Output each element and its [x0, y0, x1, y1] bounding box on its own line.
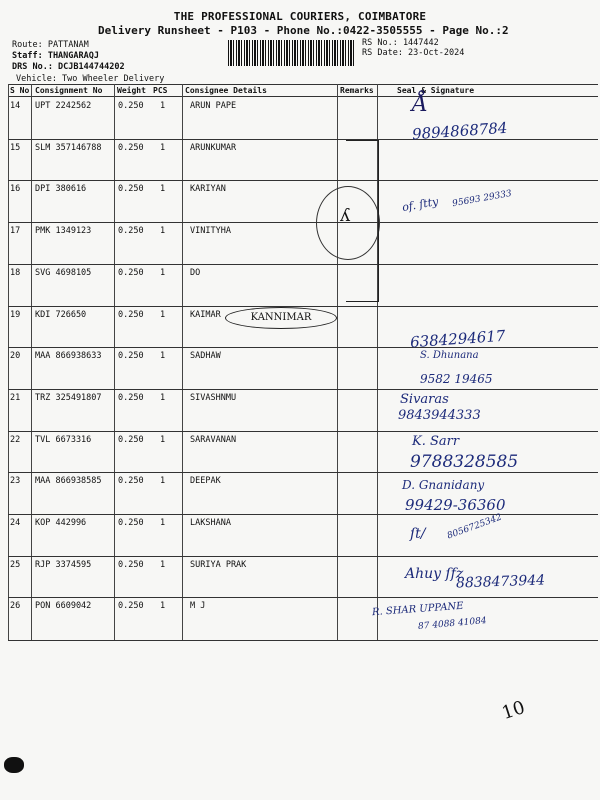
row-pcs: 1 — [160, 518, 166, 528]
table-bottom-rule — [8, 640, 598, 641]
page-mark: 10 — [499, 696, 528, 725]
row-consignee: KARIYAN — [190, 184, 226, 195]
row-consignee: SARAVANAN — [190, 434, 237, 445]
row-weight: 0.250 — [118, 601, 144, 612]
runsheet-title: Delivery Runsheet - P103 - Phone No.:0422-3505555 - Page No.:2 — [98, 24, 509, 37]
row-consignee: ARUN PAPE — [190, 101, 237, 111]
row-weight: 0.250 — [118, 142, 144, 153]
handwritten-name: D. Gnanidany — [402, 478, 485, 492]
row-divider — [8, 472, 598, 473]
col-header-consignee: Consignee Details — [185, 86, 267, 95]
col-header-sno: S No — [10, 86, 30, 95]
row-sno: 24 — [10, 518, 21, 528]
row-pcs: 1 — [160, 226, 166, 237]
row-pcs: 1 — [160, 559, 166, 570]
ink-blot — [4, 757, 24, 773]
row-sno: 16 — [10, 184, 21, 195]
row-divider — [8, 180, 598, 181]
row-sno: 21 — [10, 392, 21, 403]
signature-mark: Å — [412, 92, 428, 117]
kannimar-annotation: KANNIMAR — [225, 307, 337, 329]
row-consignment-no: SLM 357146788 — [35, 142, 102, 153]
row-consignment-no: SVG 4698105 — [35, 267, 92, 278]
row-weight: 0.250 — [118, 518, 144, 528]
row-divider — [8, 514, 598, 515]
row-consignment-no: TRZ 325491807 — [35, 392, 102, 403]
row-sno: 14 — [10, 101, 21, 111]
row-sno: 25 — [10, 559, 21, 570]
row-pcs: 1 — [160, 184, 166, 195]
staff-label: Staff: THANGARAQJ — [12, 51, 99, 61]
handwritten-name: R. SHAR UPPANE — [371, 600, 464, 619]
row-divider — [8, 431, 598, 432]
row-consignee: DO — [190, 267, 201, 278]
barcode — [228, 40, 354, 66]
row-weight: 0.250 — [118, 267, 144, 278]
row-sno: 18 — [10, 267, 21, 278]
row-consignment-no: KDI 726650 — [35, 309, 87, 320]
rs-number: RS No.: 1447442 — [362, 38, 439, 48]
row-weight: 0.250 — [118, 101, 144, 111]
row-consignee: DEEPAK — [190, 476, 221, 487]
header-bottom-rule — [8, 96, 598, 97]
route-label: Route: PATTANAM — [12, 40, 89, 50]
row-consignment-no: MAA 866938585 — [35, 476, 102, 487]
handwritten-phone: 9894868784 — [411, 118, 508, 144]
row-sno: 26 — [10, 601, 21, 612]
handwritten-name: Sivaras — [400, 392, 449, 407]
row-pcs: 1 — [160, 476, 166, 487]
row-pcs: 1 — [160, 351, 166, 362]
row-sno: 22 — [10, 434, 21, 445]
row-weight: 0.250 — [118, 392, 144, 403]
row-consignee: ARUNKUMAR — [190, 142, 237, 153]
row-sno: 23 — [10, 476, 21, 487]
row-pcs: 1 — [160, 601, 166, 612]
col-header-consignment: Consignment No — [35, 86, 103, 95]
handwritten-phone: 8838473944 — [455, 572, 546, 592]
row-weight: 0.250 — [118, 559, 144, 570]
row-consignee: VINITYHA — [190, 226, 231, 237]
row-divider — [8, 347, 598, 348]
vehicle-label: Vehicle: Two Wheeler Delivery — [16, 74, 165, 84]
row-pcs: 1 — [160, 142, 166, 153]
handwritten-phone: 9843944333 — [398, 408, 481, 423]
row-consignment-no: UPT 2242562 — [35, 101, 92, 111]
handwritten-phone: 95693 29333 — [451, 188, 513, 210]
row-pcs: 1 — [160, 101, 166, 111]
row-consignment-no: MAA 866938633 — [35, 351, 102, 362]
row-sno: 17 — [10, 226, 21, 237]
col-header-pcs: PCS — [153, 86, 168, 95]
handwritten-phone: 8056725342 — [446, 512, 504, 542]
handwritten-name: S. Dhunana — [420, 350, 479, 361]
row-consignee: M J — [190, 601, 206, 612]
col-header-signature: Seal & Signature — [397, 86, 475, 95]
row-weight: 0.250 — [118, 309, 144, 320]
handwritten-phone: 9582 19465 — [420, 372, 493, 386]
handwritten-signature: Ahuy ſfz — [405, 566, 464, 582]
row-weight: 0.250 — [118, 184, 144, 195]
row-consignee: KAIMAR — [190, 309, 221, 320]
row-pcs: 1 — [160, 309, 166, 320]
row-divider — [8, 389, 598, 390]
row-consignee: SIVASHNMU — [190, 392, 237, 403]
row-sno: 19 — [10, 309, 21, 320]
row-consignment-no: PON 6609042 — [35, 601, 92, 612]
row-pcs: 1 — [160, 434, 166, 445]
handwritten-name: K. Sarr — [412, 434, 460, 449]
row-consignment-no: PMK 1349123 — [35, 226, 92, 237]
col-header-weight: Weight — [117, 86, 146, 95]
row-sno: 15 — [10, 142, 21, 153]
row-divider — [8, 264, 598, 265]
row-consignee: SURIYA PRAK — [190, 559, 247, 570]
rs-date: RS Date: 23-Oct-2024 — [362, 48, 465, 58]
company-title: THE PROFESSIONAL COURIERS, COIMBATORE — [173, 10, 427, 23]
row-consignment-no: TVL 6673316 — [35, 434, 92, 445]
handwritten-phone: 99429-36360 — [405, 496, 506, 514]
row-consignment-no: KOP 442996 — [35, 518, 87, 528]
row-divider — [8, 556, 598, 557]
row-divider — [8, 306, 598, 307]
row-consignment-no: DPI 380616 — [35, 184, 87, 195]
stamp-mark: ʎ — [340, 205, 351, 226]
row-weight: 0.250 — [118, 351, 144, 362]
row-pcs: 1 — [160, 392, 166, 403]
row-divider — [8, 597, 598, 598]
handwritten-phone: 6384294617 — [409, 326, 506, 352]
col-header-remarks: Remarks — [340, 86, 374, 95]
handwritten-signature: of. ſtty — [401, 194, 440, 215]
drs-number: DRS No.: DCJB144744202 — [12, 62, 125, 72]
bracket-mark — [346, 140, 379, 302]
row-divider — [8, 222, 598, 223]
table-top-rule — [8, 84, 598, 85]
row-consignment-no: RJP 3374595 — [35, 559, 92, 570]
row-weight: 0.250 — [118, 226, 144, 237]
row-divider — [8, 139, 598, 140]
row-pcs: 1 — [160, 267, 166, 278]
row-consignee: SADHAW — [190, 351, 221, 362]
handwritten-phone: 87 4088 41084 — [417, 616, 488, 632]
row-weight: 0.250 — [118, 476, 144, 487]
row-consignee: LAKSHANA — [190, 518, 231, 528]
row-sno: 20 — [10, 351, 21, 362]
handwritten-signature: ſt/ — [410, 526, 426, 542]
handwritten-phone: 9788328585 — [410, 452, 519, 472]
row-weight: 0.250 — [118, 434, 144, 445]
